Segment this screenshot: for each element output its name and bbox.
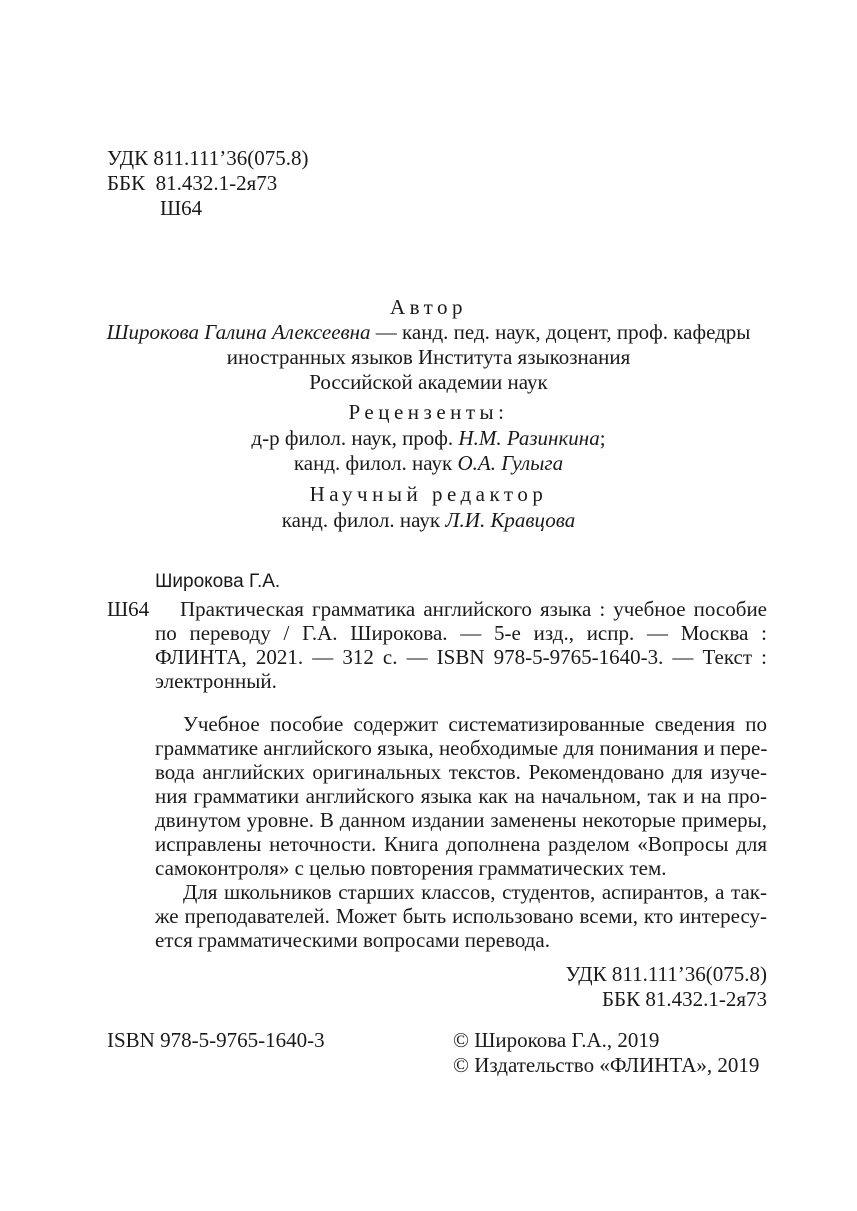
footer-udk: УДК 811.111’36(075.8) [565,962,767,986]
reviewers-heading: Рецензенты: [348,400,509,424]
editor-heading: Научный редактор [309,482,548,506]
abstract-line: самоконтроля» с целью повторения грамматических тем. [155,856,667,880]
abstract-line: исправлены неточности. Книга дополнена разделом «Вопросы для [155,832,767,856]
copyright-publisher: © Издательство «ФЛИНТА», 2019 [453,1053,760,1077]
author-affiliation: иностранных языков Института языкознания [226,345,631,369]
editor-degree: канд. филол. наук [281,508,446,532]
udk-code: УДК 811.111’36(075.8) [107,146,309,170]
reviewer-2 [0,451,857,475]
author-name: Широкова Галина Алексеевна [106,320,371,344]
catalog-line-2: по переводу / Г.А. Широкова. — 5-е изд., испр. — Москва : [155,621,767,645]
isbn: ISBN 978-5-9765-1640-3 [107,1028,325,1052]
reviewer-1-name: Н.М. Разинкина [458,426,600,450]
editor-name: Л.И. Кравцова [445,508,576,532]
abstract-line: же преподавателей. Может быть использовано всеми, кто интересу- [155,904,767,928]
abstract-line: грамматике английского языка, необходимые для понимания и пере- [155,736,768,760]
author-desc: — канд. пед. наук, доцент, проф. кафедры [370,320,751,344]
reviewer-2-degree: канд. филол. наук [293,451,458,475]
reviewer-2-name: О.А. Гулыга [457,451,564,475]
catalog-line-3: ФЛИНТА, 2021. — 312 с. — ISBN 978-5-9765-1640-3. — Текст : [155,645,767,669]
catalog-line-1: Практическая грамматика английского языка : учебное пособие [180,597,767,621]
abstract-line: ния грамматики английского языка как на начальном, так и на про- [155,784,767,808]
author-line [0,320,857,344]
catalog-line-4: электронный. [155,669,277,693]
abstract-line: Учебное пособие содержит систематизированные сведения по [183,712,767,736]
bbk-code: ББК 81.432.1-2я73 [107,171,278,195]
catalog-code: Ш64 [107,597,150,621]
author-sign: Ш64 [160,196,203,220]
catalog-author: Широкова Г.А. [155,571,281,592]
abstract-line: вода английских оригинальных текстов. Рекомендовано для изуче- [155,760,767,784]
footer-bbk: ББК 81.432.1-2я73 [601,987,767,1011]
author-heading: Автор [390,295,467,319]
abstract-line: Для школьников старших классов, студентов, аспирантов, а так- [183,880,767,904]
abstract-line: двинутом уровне. В данном издании заменены некоторые примеры, [155,808,767,832]
abstract-line: ется грамматическими вопросами перевода. [155,928,551,952]
copyright-author: © Широкова Г.А., 2019 [453,1028,660,1052]
reviewer-1 [0,426,857,450]
reviewer-1-suffix: ; [599,426,606,450]
editor [0,508,857,532]
author-academy: Российской академии наук [309,370,548,394]
reviewer-1-degree: д-р филол. наук, проф. [251,426,459,450]
